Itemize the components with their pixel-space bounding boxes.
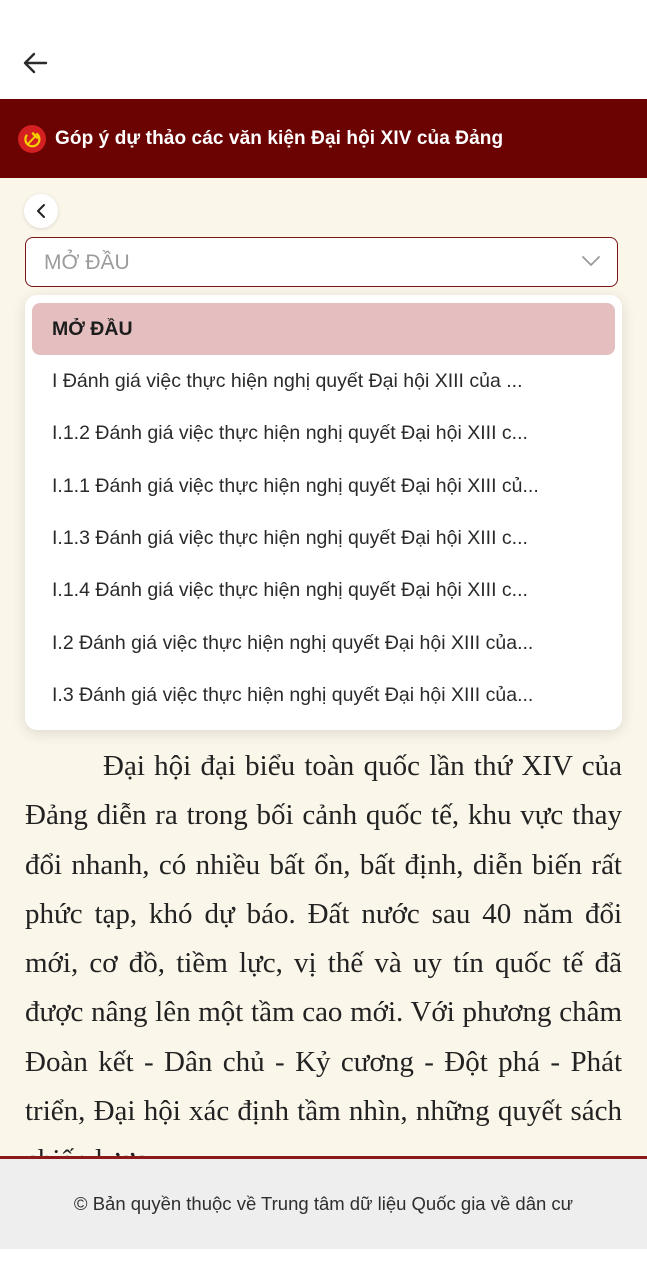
top-bar: [0, 0, 647, 99]
section-select-value: MỞ ĐẦU: [44, 251, 130, 274]
dropdown-option-I-3[interactable]: I.3 Đánh giá việc thực hiện nghị quyết Đại hội XIII của...: [52, 683, 534, 706]
chevron-left-icon: [35, 203, 47, 219]
dropdown-option-I-1-3[interactable]: I.1.3 Đánh giá việc thực hiện nghị quyết Đại hội XIII c...: [52, 526, 528, 549]
dropdown-option-I-1-2[interactable]: I.1.2 Đánh giá việc thực hiện nghị quyết Đại hội XIII c...: [52, 421, 528, 444]
dropdown-option-I-1-4[interactable]: I.1.4 Đánh giá việc thực hiện nghị quyết Đại hội XIII c...: [52, 578, 528, 601]
back-button[interactable]: [18, 46, 52, 80]
section-dropdown-menu: [25, 295, 622, 730]
section-select[interactable]: [25, 237, 618, 287]
copyright-text: © Bản quyền thuộc về Trung tâm dữ liệu Quốc gia về dân cư: [73, 1193, 574, 1214]
previous-section-button[interactable]: [24, 194, 58, 228]
page-banner: [0, 99, 647, 178]
page-title: Góp ý dự thảo các văn kiện Đại hội XIV của Đảng: [55, 127, 504, 149]
arrow-left-icon: [22, 51, 48, 75]
document-paragraph: Đại hội đại biểu toàn quốc lần thứ XIV của Đảng diễn ra trong bối cảnh quốc tế, khu vực thay đổi nhanh, có nhiều bất ổn, bất định, diễn biến rất phức tạp, khó dự báo. Đất nước sau 40 năm đổi mới, cơ đồ, tiềm lực, vị thế và uy tín quốc tế đã được nâng lên một tầm cao mới. Với phương châm Đoàn kết - Dân chủ - Kỷ cương - Đột phá - Phát triển, Đại hội xác định tầm nhìn, những quyết sách: [25, 750, 622, 1128]
dropdown-option-I-1-1[interactable]: I.1.1 Đánh giá việc thực hiện nghị quyết Đại hội XIII củ...: [52, 474, 539, 497]
chevron-down-icon: [581, 253, 601, 269]
dropdown-option-I-2[interactable]: I.2 Đánh giá việc thực hiện nghị quyết Đại hội XIII của...: [52, 631, 534, 654]
hammer-sickle-emblem-icon: [18, 125, 46, 153]
dropdown-option-I[interactable]: I Đánh giá việc thực hiện nghị quyết Đại hội XIII của ...: [52, 369, 523, 392]
dropdown-option-mo-dau[interactable]: MỞ ĐẦU: [32, 303, 615, 355]
footer: [0, 1159, 647, 1249]
